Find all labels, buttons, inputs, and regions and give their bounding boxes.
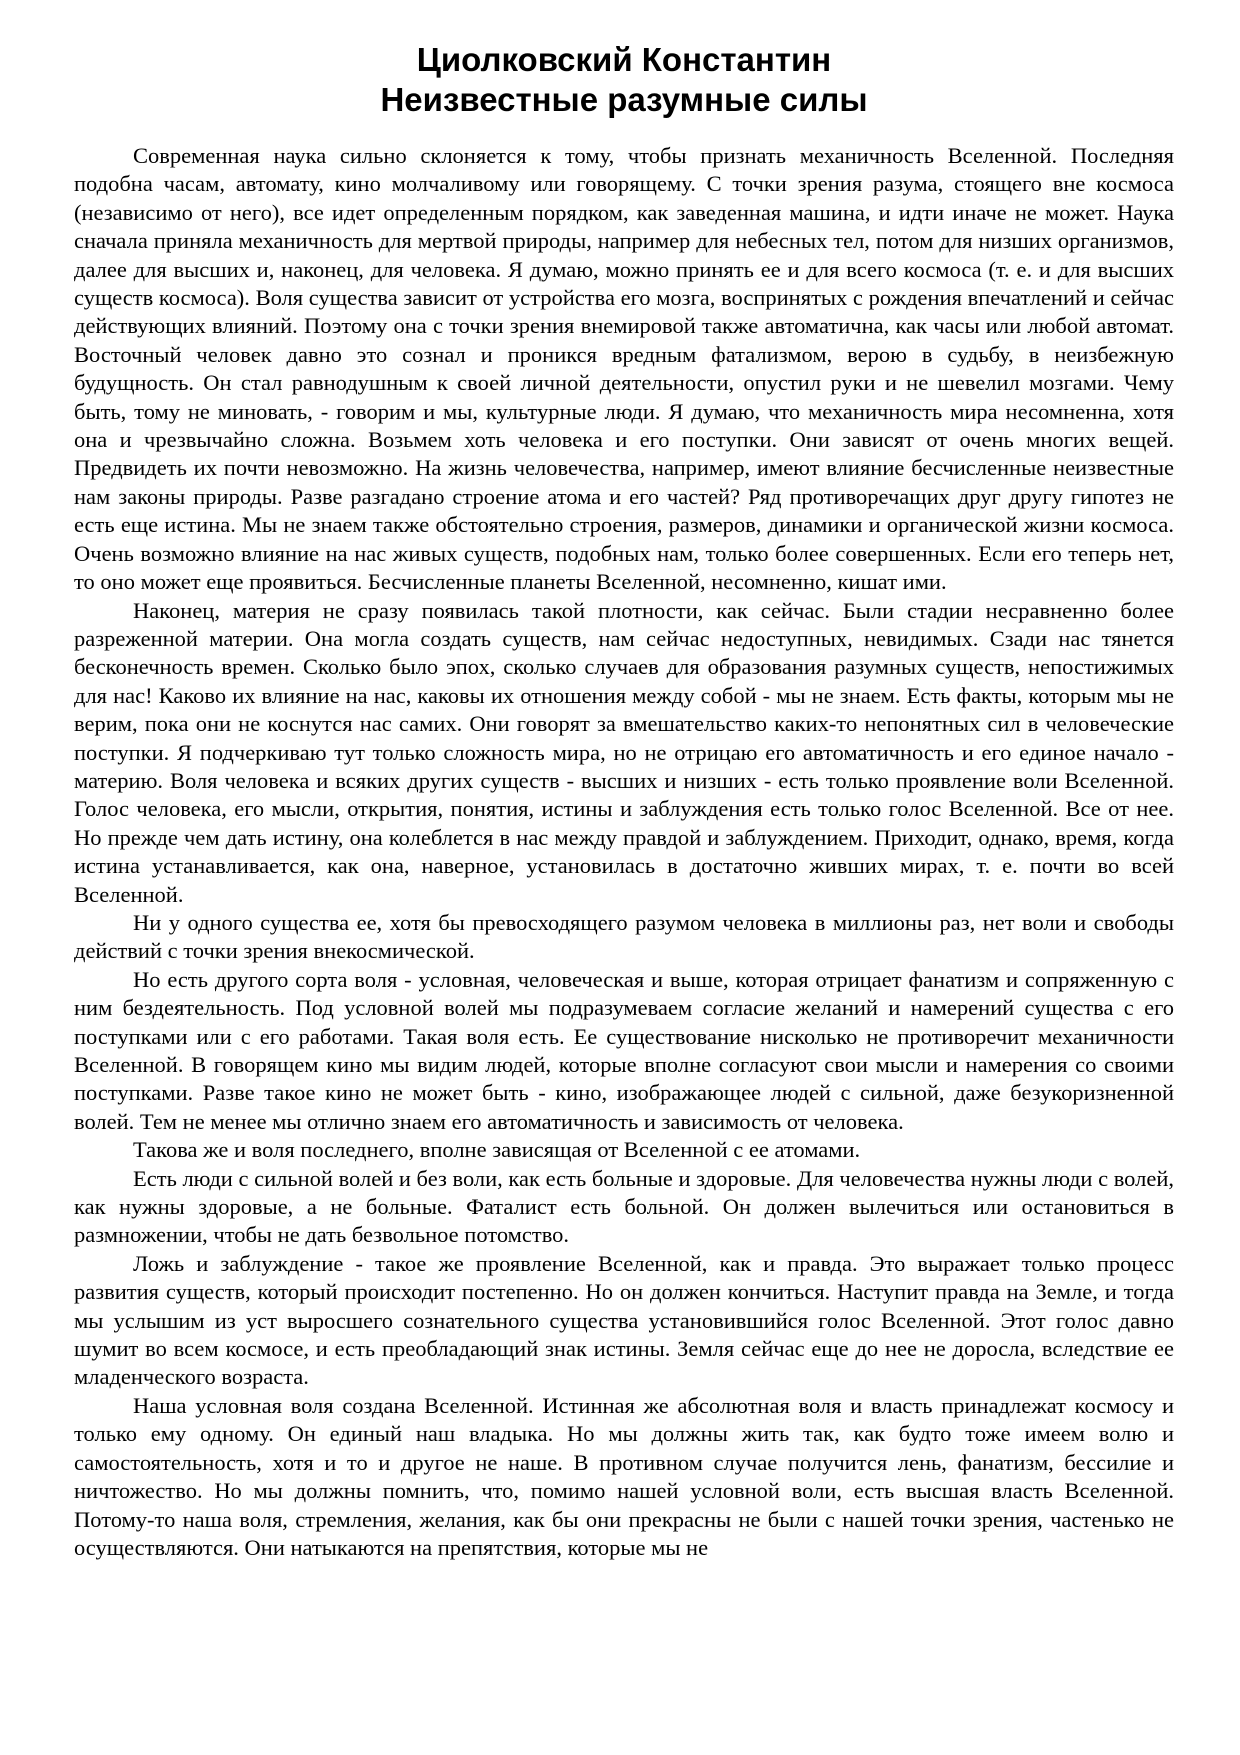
document-title: Неизвестные разумные силы — [380, 81, 868, 118]
paragraph: Современная наука сильно склоняется к тому, чтобы признать механичность Вселенной. Последняя подобна часам, автомату, кино молчаливому или говорящему. С точки зрения разума, стоящего вне космоса (независимо от него), все идет определенным порядком, как заведенная машина, и идти иначе не может. Наука сначала приняла механичность для мертвой природы, например для небесных тел, потом для низших организмов, далее для высших и, наконец, для человека. Я думаю, можно принять ее и для всего космоса (т. е. и для высших существ космоса). Воля существа зависит от устройства его мозга, воспринятых с рождения впечатлений и сейчас действующих влияний. Поэтому она с точки зрения внемировой также автоматична, как часы или любой автомат. Восточный человек давно это сознал и проникся вредным фатализмом, верою в судьбу, в неизбежную будущность. Он стал равнодушным к своей личной деятельности, опустил руки и не шевелил мозгами. Чему быть, тому не миновать, - говорим и мы, культурные люди. Я думаю, что механичность мира несомненна, хотя она и чрезвычайно сложна. Возьмем хоть человека и его поступки. Они зависят от очень многих вещей. Предвидеть их почти невозможно. На жизнь человечества, например, имеют влияние бесчисленные неизвестные нам законы природы. Разве разгадано строение атома и его частей? Ряд противоречащих друг другу гипотез не есть еще истина. Мы не знаем также обстоятельно строения, размеров, динамики и органической жизни космоса. Очень возможно влияние на нас живых существ, подобных нам, только более совершенных. Если его теперь нет, то оно может еще проявиться. Бесчисленные планеты Вселенной, несомненно, кишат ими. — [74, 143, 1174, 595]
paragraph: Наконец, материя не сразу появилась такой плотности, как сейчас. Были стадии несравненно более разреженной материи. Она могла создать существ, нам сейчас недоступных, невидимых. Сзади нас тянется бесконечность времен. Сколько было эпох, сколько случаев для образования разумных существ, непостижимых для нас! Каково их влияние на нас, каковы их отношения между собой - мы не знаем. Есть факты, которым мы не верим, пока они не коснутся нас самих. Они говорят за вмешательство каких-то непонятных сил в человеческие поступки. Я подчеркиваю тут только сложность мира, но не отрицаю его автоматичность и его единое начало - материю. Воля человека и всяких других существ - высших и низших - есть только проявление воли Вселенной. Голос человека, его мысли, открытия, понятия, истины и заблуждения есть только голос Вселенной. Все от нее. Но прежде чем дать истину, она колеблется в нас между правдой и заблуждением. Приходит, однако, время, когда истина устанавливается, как она, наверное, установилась в достаточно живших мирах, т. е. почти во всей Вселенной. — [74, 597, 1174, 907]
paragraph: Такова же и воля последнего, вполне зависящая от Вселенной с ее атомами. — [133, 1137, 861, 1163]
paragraph: Ложь и заблуждение - такое же проявление Вселенной, как и правда. Это выражает только процесс развития существ, который происходит постепенно. Но он должен кончиться. Наступит правда на Земле, и тогда мы услышим из уст выросшего сознательного существа установившийся голос Вселенной. Этот голос давно шумит во всем космосе, и есть преобладающий знак истины. Земля сейчас еще до нее не доросла, вследствие ее младенческого возраста. — [74, 1250, 1174, 1390]
paragraph: Но есть другого сорта воля - условная, человеческая и выше, которая отрицает фанатизм и сопряженную с ним бездеятельность. Под условной волей мы подразумеваем согласие желаний и намерений существа с его поступками или с его работами. Такая воля есть. Ее существование нисколько не противоречит механичности Вселенной. В говорящем кино мы видим людей, которые вполне согласуют свои мысли и намерения со своими поступками. Разве такое кино не может быть - кино, изображающее людей с сильной, даже безукоризненной волей. Тем не менее мы отлично знаем его автоматичность и зависимость от человека. — [74, 966, 1174, 1134]
document-title-block — [74, 40, 1174, 120]
paragraph: Наша условная воля создана Вселенной. Истинная же абсолютная воля и власть принадлежат космосу и только ему одному. Он единый наш владыка. Но мы должны жить так, как будто тоже имеем волю и самостоятельность, хотя и то и другое не наше. В противном случае получится лень, фанатизм, бессилие и ничтожество. Но мы должны помнить, что, помимо нашей условной воли, есть высшая власть Вселенной. Потому-то наша воля, стремления, желания, как бы они прекрасны не были с нашей точки зрения, частенько не осуществляются. Они натыкаются на препятствия, которые мы не — [74, 1392, 1174, 1560]
paragraph: Ни у одного существа ее, хотя бы превосходящего разумом человека в миллионы раз, нет воли и свободы действий с точки зрения внекосмической. — [74, 909, 1174, 964]
document-body — [74, 142, 1174, 1562]
paragraph: Есть люди с сильной волей и без воли, как есть больные и здоровые. Для человечества нужны люди с волей, как нужны здоровые, а не больные. Фаталист есть больной. Он должен вылечиться или остановиться в размножении, чтобы не дать безвольное потомство. — [74, 1165, 1174, 1248]
author-name: Циолковский Константин — [416, 41, 832, 78]
